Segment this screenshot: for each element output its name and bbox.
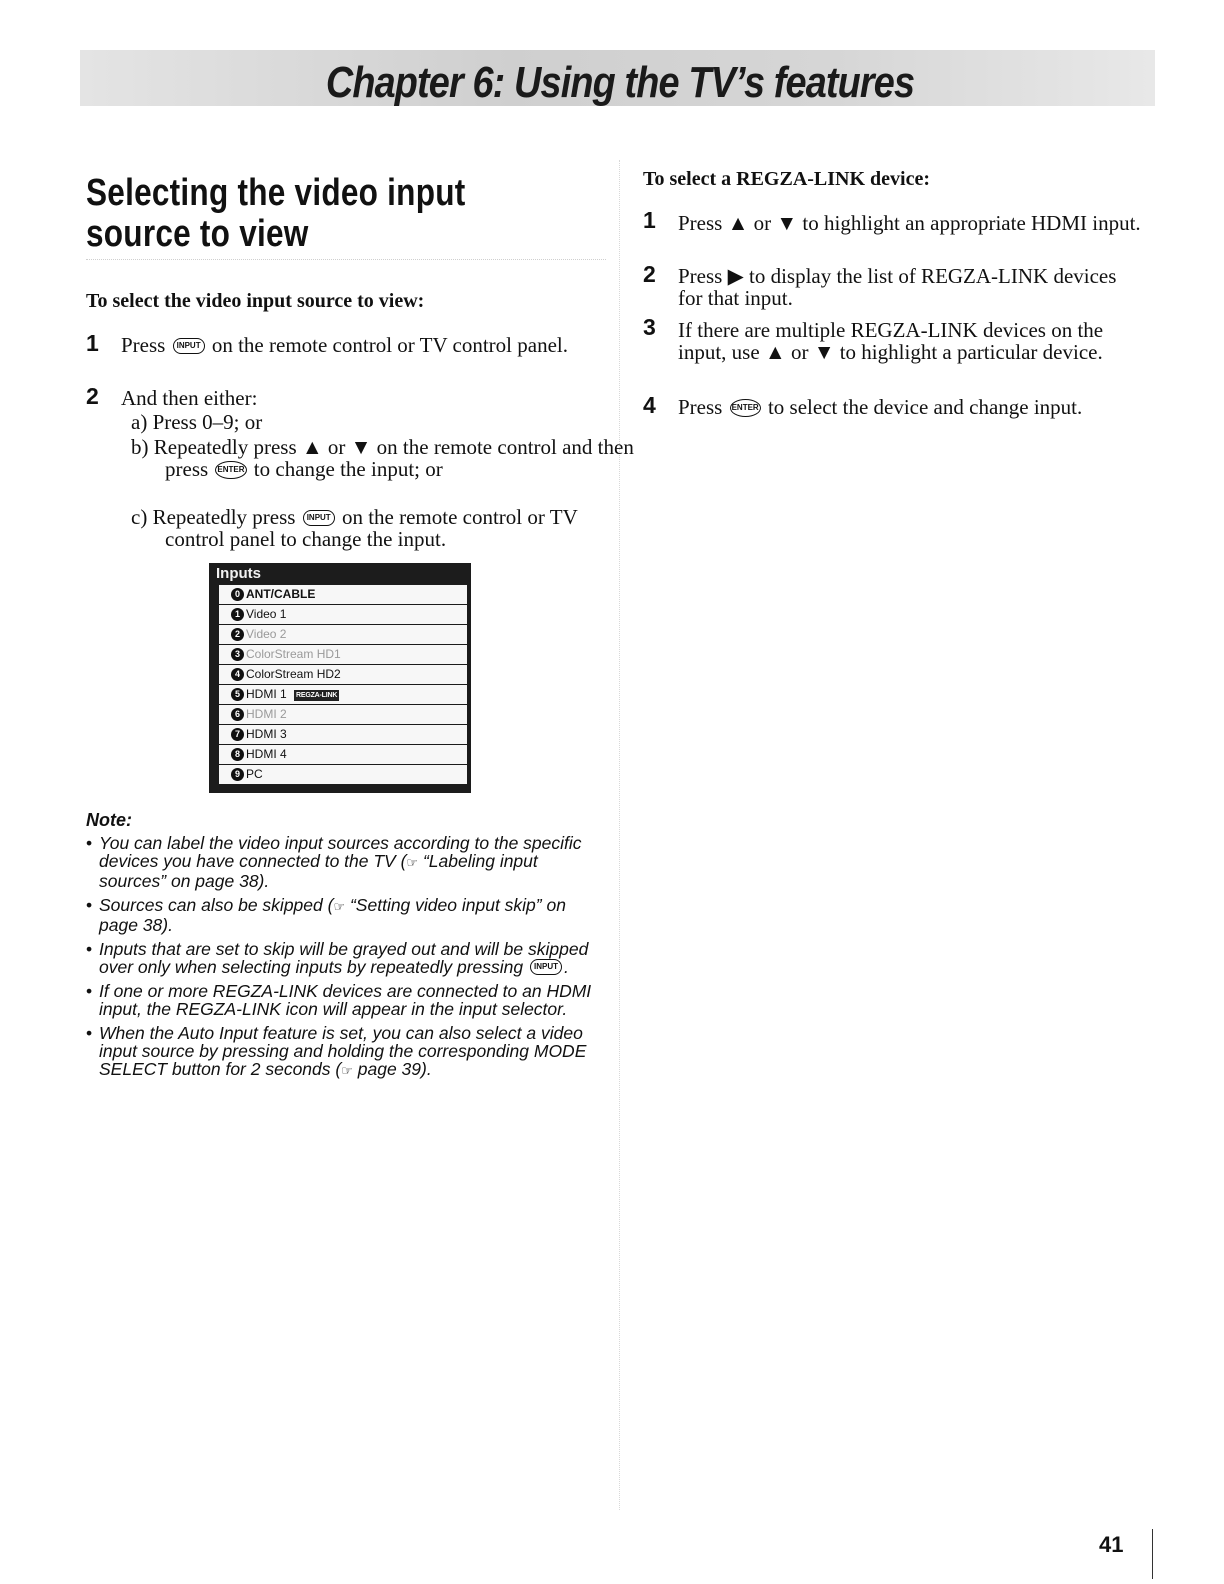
menu-item-ant-cable[interactable] [219,585,467,604]
menu-item-label: Video 1 [246,607,287,621]
menu-item-number: 4 [231,668,244,681]
right-step-2-number: 2 [643,261,656,287]
menu-item-hdmi-2[interactable] [219,705,467,724]
left-step-1-number: 1 [86,330,99,356]
menu-item-label: HDMI 4 [246,747,287,761]
menu-item-colorstream-hd2[interactable] [219,665,467,684]
menu-item-number: 9 [231,768,244,781]
menu-item-colorstream-hd1[interactable] [219,645,467,664]
enter-button-icon: ENTER [215,461,246,479]
note-heading: Note: [86,810,132,830]
reference-hand-icon: ☞ [333,899,346,914]
page-number: 41 [1099,1532,1124,1557]
note-item: • When the Auto Input feature is set, you can also select a video input source by pressing and holding the corresponding MODE SELECT button for 2 seconds (☞ page 39). [86,1024,606,1080]
menu-item-number: 7 [231,728,244,741]
regza-link-badge: REGZA-LINK [296,692,338,699]
menu-item-hdmi-4[interactable] [219,745,467,764]
chapter-title: Chapter 6: Using the TV’s features [325,58,915,107]
note-item: • You can label the video input sources according to the specific devices you have connected to the TV (☞ “Labeling input sources” on page 38). [86,834,606,890]
left-step-2c-before: c) Repeatedly press [131,505,296,529]
title-rule [86,259,606,260]
page-number-rule [1152,1529,1153,1579]
menu-item-number: 6 [231,708,244,721]
right-step-2-text: Press ▶ to display the list of REGZA-LINK devices for that input. [678,264,1117,310]
note-4-text: If one or more REGZA-LINK devices are connected to an HDMI input, the REGZA-LINK icon will appear in the input selector. [99,981,592,1019]
right-step-3-number: 3 [643,314,656,340]
menu-item-number: 1 [231,608,244,621]
note-2-text: Sources can also be skipped ( [99,895,334,915]
note-item [86,982,606,1018]
right-step-4-before: Press [678,395,723,419]
menu-item-hdmi-3[interactable] [219,725,467,744]
left-subhead: To select the video input source to view: [86,290,425,312]
menu-item-label: PC [246,767,263,781]
left-step-2a: a) Press 0–9; or [131,410,263,434]
reference-hand-icon: ☞ [341,1063,353,1078]
inputs-menu-list [219,585,467,785]
right-step-4-number: 4 [643,392,656,418]
left-step-2-number: 2 [86,383,99,409]
note-3-text: Inputs that are set to skip will be grayed out and will be skipped over only when selecting inputs by repeatedly pressing [99,939,589,977]
menu-item-label: ColorStream HD1 [246,647,341,661]
left-step-2b-after: to change the input; or [253,457,443,481]
menu-item-number: 2 [231,628,244,641]
menu-item-video-1[interactable] [219,605,467,624]
left-step-1-text [121,334,601,356]
menu-item-pc[interactable] [219,765,467,784]
input-button-icon: INPUT [530,959,562,975]
column-divider [619,160,620,1510]
menu-item-label: HDMI 3 [246,727,287,741]
left-step-2b-before: b) Repeatedly press ▲ or ▼ on the remote control and then press [131,435,634,481]
left-step-2b [131,436,635,480]
right-subhead: To select a REGZA-LINK device: [643,168,931,190]
menu-item-label: HDMI 1 [246,687,287,701]
menu-item-label: ColorStream HD2 [246,667,341,681]
input-button-icon: INPUT [303,510,335,526]
notes-list [86,834,606,1086]
menu-item-label: HDMI 2 [246,707,287,721]
reference-hand-icon: ☞ [406,855,419,870]
right-step-4-after: to select the device and change input. [767,395,1083,419]
left-step-2c [131,506,635,550]
left-step-1-after: on the remote control or TV control panel. [211,333,568,357]
menu-item-number: 8 [231,748,244,761]
note-item: • Inputs that are set to skip will be grayed out and will be skipped over only when selecting inputs by repeatedly pressing INPUT . [86,940,606,976]
left-step-1-before: Press [121,333,166,357]
note-2-reference: “Setting video input skip” on page 38). [99,895,566,935]
right-step-1-number: 1 [643,207,656,233]
menu-item-label: Video 2 [246,627,287,641]
menu-item-video-2[interactable] [219,625,467,644]
right-step-3-text: If there are multiple REGZA-LINK devices on the input, use ▲ or ▼ to highlight a particular device. [678,318,1104,364]
menu-item-number: 0 [231,588,244,601]
input-button-icon: INPUT [173,338,205,354]
note-5-reference: page 39). [357,1059,432,1079]
right-step-4-text [678,396,1158,418]
menu-item-number: 3 [231,648,244,661]
menu-item-number: 5 [231,688,244,701]
left-step-2c-after: on the remote control or TV control panel to change the input. [165,505,578,551]
inputs-menu-title: Inputs [216,565,261,582]
inputs-menu [209,563,471,793]
menu-item-hdmi-1[interactable] [219,685,467,704]
left-step-2-text: And then either: [121,386,258,410]
note-item [86,896,606,934]
menu-item-label: ANT/CABLE [246,587,316,601]
right-step-1-text: Press ▲ or ▼ to highlight an appropriate HDMI input. [678,211,1141,235]
note-5-text: When the Auto Input feature is set, you can also select a video input source by pressing and holding the corresponding MODE SELECT button for 2 seconds [99,1023,587,1079]
enter-button-icon: ENTER [730,399,761,417]
note-1-reference: “Labeling input sources” on page 38). [99,851,538,891]
note-1-text: You can label the video input sources according to the specific devices you have connected to the TV [99,833,582,871]
section-title: Selecting the video input source to view [86,172,466,255]
